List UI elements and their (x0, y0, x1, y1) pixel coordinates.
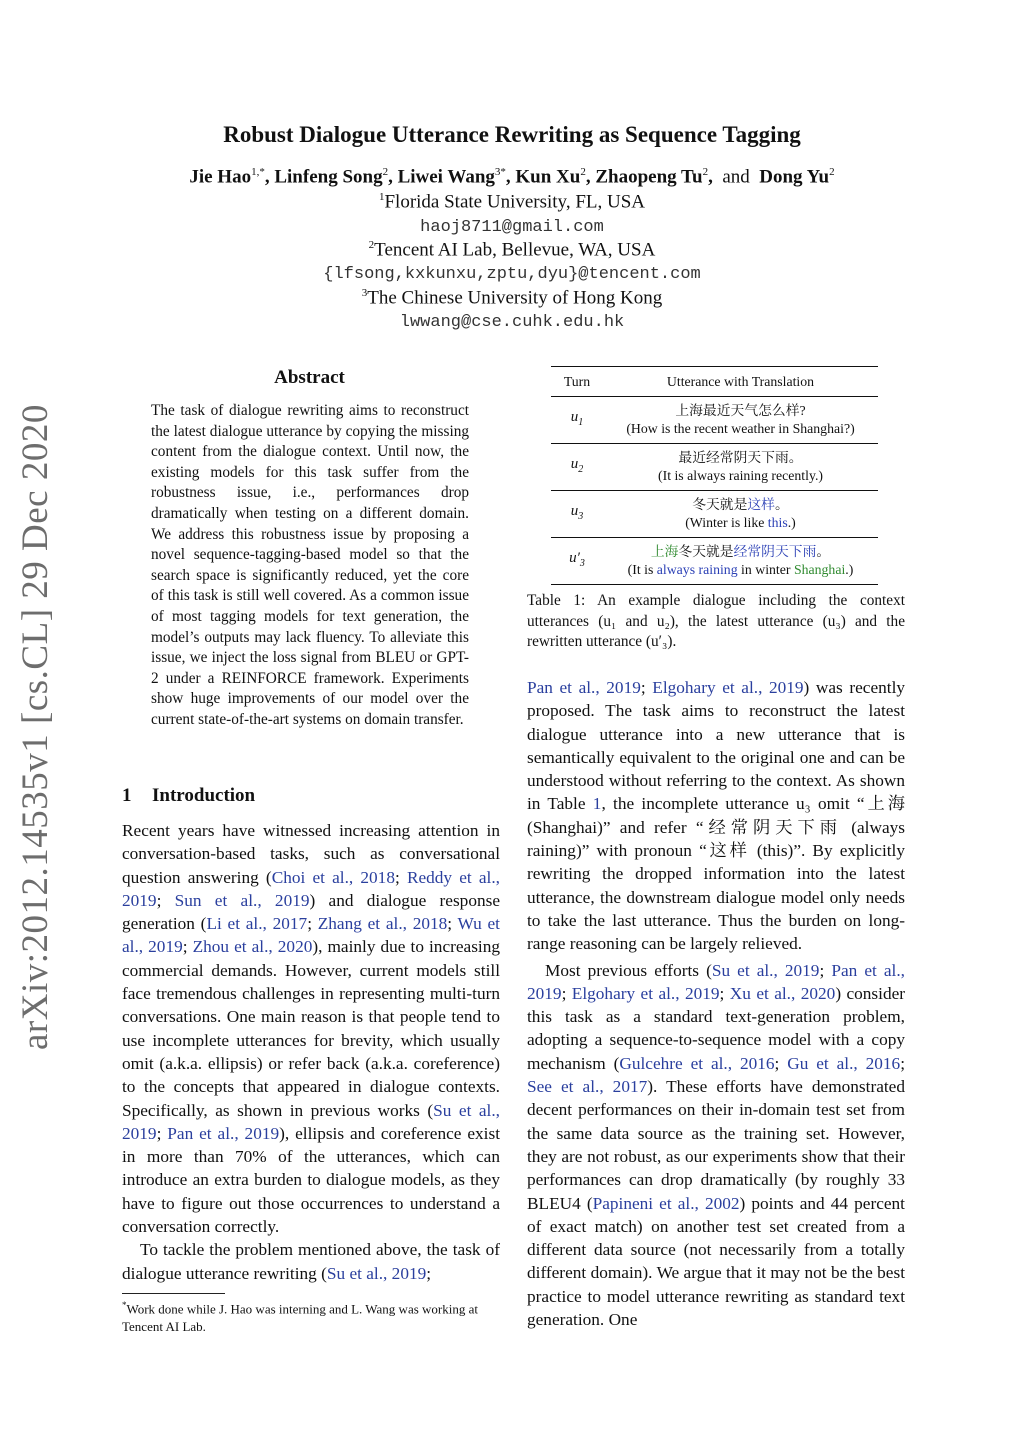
column-header-turn: Turn (551, 367, 603, 397)
affiliation-3: $^3$The Chinese University of Hong Kong (361, 287, 663, 309)
table-row (551, 491, 878, 538)
footnote: *Work done while J. Hao was interning and L. Wang was working at Tencent AI Lab. (122, 1300, 478, 1334)
citation-link[interactable]: Pan et al., 2019 (527, 678, 641, 697)
citation-link[interactable]: Papineni et al., 2002 (592, 1193, 740, 1213)
citation-link[interactable]: Elgohary et al., 2019 (652, 678, 804, 697)
email-3[interactable]: lwwang@cse.cuhk.edu.hk (399, 313, 625, 332)
utterance-cell: 上海最近天气怎么样? (How is the recent weather in Shanghai?) (603, 397, 878, 444)
turn-cell: $u_1$ (551, 397, 603, 444)
right-paragraph-1: Pan et al., 2019; Elgohary et al., 2019) was recently proposed. The task aims to reconstruct the latest dialogue utterance into a new utterance that is semantically equivalent to the original one and can be understood without referring to the context. As shown in Table 1, the incomplete utterance u₃ omit “上海 (Shanghai)” and refer “经常阴天下雨 (always raining)” with pronoun “这样 (this)”. By explicitly rewriting the dropped information into the latest utterance, the downstream dialogue model only needs to take the last utterance. Thus the burden on long-range reasoning can be largely relieved. (527, 678, 906, 954)
table-row (551, 397, 878, 444)
citation-link[interactable]: Pan et al., 2019 (527, 960, 906, 1003)
table-header-row (551, 367, 878, 397)
author-name: Jie Hao (189, 166, 252, 188)
author-name: Zhaopeng Tu (595, 166, 703, 188)
affiliation-1: $^1$Florida State University, FL, USA (378, 191, 646, 213)
citation-link[interactable]: Su et al., 2019 (711, 960, 820, 980)
citation-link[interactable]: Gulcehre et al., 2016 (619, 1053, 775, 1073)
citation-link[interactable]: Zhou et al., 2020 (192, 937, 313, 957)
dialogue-example-table (551, 366, 878, 585)
citation-link[interactable]: Zhang et al., 2018 (317, 914, 448, 934)
table-row (551, 444, 878, 491)
table-reference-link[interactable]: 1 (592, 794, 602, 814)
author-name: Liwei Wang (397, 166, 495, 188)
footnote-rule (122, 1293, 225, 1294)
table-row (551, 538, 878, 585)
abstract-heading: Abstract (274, 367, 345, 388)
citation-link[interactable]: Su et al., 2019 (122, 1100, 500, 1143)
turn-cell: $u'_3$ (551, 538, 603, 585)
citation-link[interactable]: Gu et al., 2016 (787, 1053, 901, 1073)
author-name: Linfeng Song (274, 166, 383, 188)
citation-link[interactable]: Su et al., 2019 (326, 1263, 427, 1283)
citation-link[interactable]: Wu et al., 2019 (122, 914, 500, 957)
utterance-cell: 上海冬天就是经常阴天下雨。 (It is always raining in winter Shanghai.) (603, 538, 878, 585)
citation-link[interactable]: Xu et al., 2020 (729, 983, 836, 1003)
intro-left-column (122, 819, 500, 1285)
intro-paragraph-1: Recent years have witnessed increasing attention in conversation-based tasks, such as conversational question answering (Choi et al., 2018; Reddy et al., 2019; Sun et al., 2019) and dialogue response generation (Li et al., 2017; Zhang et al., 2018; Wu et al., 2019; Zhou et al., 2020), mainly due to increasing commercial demands. However, current models still face tremendous challenges in representing multi-turn conversations. One main reason is that people tend to use incomplete utterances for brevity, which usually omit (a.k.a. ellipsis) or refer back (a.k.a. coreference) to the concepts that appeared in dialogue contexts. Specifically, as shown in previous works (Su et al., 2019; Pan et al., 2019), ellipsis and coreference exist in more than 70% of the utterances, which can introduce an extra burden to dialogue models, as they have to figure out those occurrences to understand a conversation correctly. (122, 821, 501, 1237)
right-paragraph-2: Most previous efforts (Su et al., 2019; Pan et al., 2019; Elgohary et al., 2019; Xu et al., 2020) consider this task as a standard text-generation problem, adopting a sequence-to-sequence model with a copy mechanism (Gulcehre et al., 2016; Gu et al., 2016; See et al., 2017). These efforts have demonstrated decent performances on their in-domain test set from the same data source as the training set. However, they are not robust, as our experiments show that their performances can drop dramatically (by roughly 33 BLEU4 (Papineni et al., 2002) points and 44 percent of exact match) on another test set created from a different data source (not necessarily from a totally different domain). We argue that it may not be the best practice to model utterance rewriting as standard text generation. One (527, 960, 906, 1330)
author-list: Jie Hao$^{1,*}$, Linfeng Song$^2$, Liwei Wang$^{3*}$, Kun Xu$^2$, Zhaopeng Tu$^2$, and Dong Yu$^2$ (189, 166, 835, 188)
email-1[interactable]: haoj8711@gmail.com (420, 218, 604, 237)
turn-cell: $u_3$ (551, 491, 603, 538)
citation-link[interactable]: Reddy et al., 2019 (122, 867, 501, 910)
citation-link[interactable]: Elgohary et al., 2019 (571, 983, 720, 1003)
abstract-body: The task of dialogue rewriting aims to reconstruct the latest dialogue utterance by copying the missing content from the dialogue context. Until now, the existing models for this task suffer from the robustness issue, i.e., performances drop dramatically when testing on a different domain. We address this robustness issue by proposing a novel sequence-tagging-based model so that the search space is significantly reduced, yet the core of this task is still well covered. As a common issue of most tagging models for text generation, the model’s outputs may lack fluency. To alleviate this issue, we inject the loss signal from BLEU or GPT-2 under a REINFORCE framework. Experiments show huge improvements of our model over the current state-of-the-art systems on domain transfer. (151, 402, 469, 728)
affiliation-2: $^2$Tencent AI Lab, Bellevue, WA, USA (368, 239, 656, 261)
citation-link[interactable]: See et al., 2017 (527, 1077, 648, 1097)
right-column-text (527, 676, 905, 1331)
email-2[interactable]: {lfsong,kxkunxu,zptu,dyu}@tencent.com (323, 265, 701, 284)
paper-title: Robust Dialogue Utterance Rewriting as Sequence Tagging (223, 122, 801, 147)
turn-cell: $u_2$ (551, 444, 603, 491)
utterance-cell: 最近经常阴天下雨。 (It is always raining recently.) (603, 444, 878, 491)
citation-link[interactable]: Li et al., 2017 (206, 914, 308, 934)
author-name: Kun Xu (515, 166, 581, 188)
citation-link[interactable]: Pan et al., 2019 (167, 1123, 280, 1143)
author-name: Dong Yu (759, 166, 830, 188)
column-header-utterance: Utterance with Translation (603, 367, 878, 397)
citation-link[interactable]: Choi et al., 2018 (271, 867, 395, 887)
section-heading-introduction: 1 Introduction (122, 785, 256, 806)
utterance-cell: 冬天就是这样。 (Winter is like this.) (603, 491, 878, 538)
arxiv-side-stamp: arXiv:2012.14535v1 [cs.CL] 29 Dec 2020 (15, 404, 56, 1050)
citation-link[interactable]: Sun et al., 2019 (174, 890, 310, 910)
intro-paragraph-2: To tackle the problem mentioned above, the task of dialogue utterance rewriting (Su et al., 2019; (122, 1240, 500, 1283)
table-caption: Table 1: An example dialogue including the context utterances (u₁ and u₂), the latest utterance (u₃) and the rewritten utterance (u′₃). (527, 592, 905, 651)
